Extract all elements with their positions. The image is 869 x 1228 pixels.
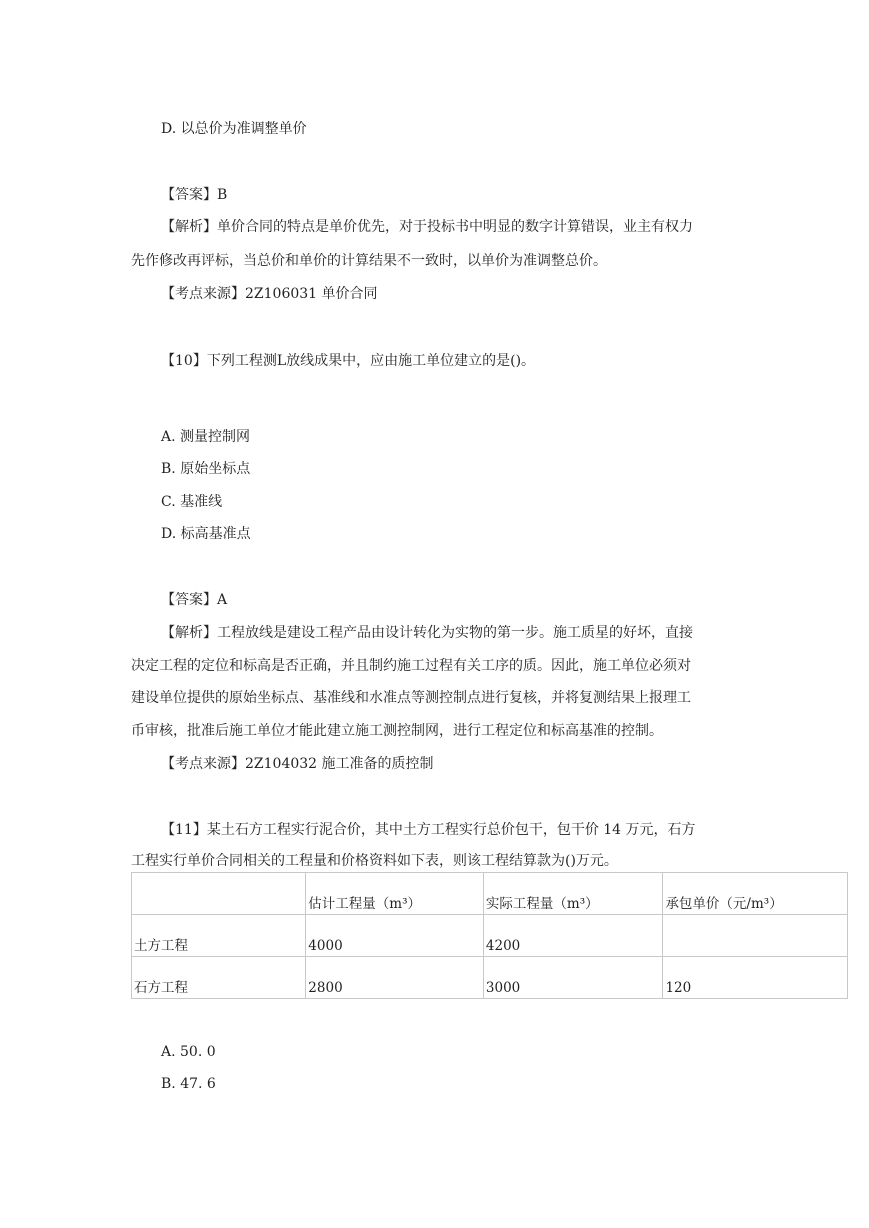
analysis-label: 【解析】	[161, 625, 217, 641]
question-text: 某土石方工程实行泥合价，其中土方工程实行总价包干，包干价 14 万元，石方	[206, 822, 696, 838]
table-header-row	[132, 873, 848, 915]
source-value: 2Z104032 施工准备的质控制	[245, 756, 434, 772]
q11-option-b: B. 47. 6	[161, 1076, 216, 1092]
q10-source	[161, 754, 434, 774]
q10-option-d: D. 标高基准点	[161, 526, 251, 542]
q9-option-d: D. 以总价为准调整单价	[161, 121, 307, 137]
analysis-text: 工程放线是建设工程产品由设计转化为实物的第一步。施工质星的好坏，直接	[217, 625, 693, 641]
q9-analysis-line-1	[161, 217, 693, 237]
table-header-cell: 承包单价（元/m³）	[663, 873, 848, 915]
table-header-cell: 估计工程量（m³）	[306, 873, 484, 915]
question-number: 【10】	[161, 353, 207, 369]
quantity-price-table	[131, 872, 848, 999]
table-row	[132, 957, 848, 999]
q9-source	[161, 284, 378, 304]
q10-option-b: B. 原始坐标点	[161, 461, 251, 477]
q10-analysis-line-1	[161, 623, 693, 643]
table-row	[132, 915, 848, 957]
table-cell: 3000	[483, 957, 663, 999]
question-text: 下列工程测Ⅼ放线成果中，应由施工单位建立的是()。	[206, 353, 536, 369]
q11-option-a: A. 50. 0	[161, 1044, 216, 1060]
table-header-cell	[132, 873, 306, 915]
table-cell: 2800	[306, 957, 484, 999]
table-cell: 120	[663, 957, 848, 999]
q10-analysis-line-3: 建设单位提供的原始坐标点、基准线和水准点等测控制点进行复核，并将复测结果上报理工	[131, 690, 691, 706]
q9-analysis-line-2: 先作修改再评标，当总价和单价的计算结果不一致时，以单价为准调整总价。	[131, 253, 607, 269]
table-cell: 4200	[483, 915, 663, 957]
question-number: 【11】	[161, 822, 207, 838]
q10-option-a: A. 测量控制网	[161, 429, 251, 445]
analysis-label: 【解析】	[161, 219, 217, 235]
table-cell: 土方工程	[132, 915, 306, 957]
answer-value: B	[217, 187, 228, 203]
q11-stem-line-2: 工程实行单价合同相关的工程量和价格资料如下表，则该工程结算款为()万元。	[131, 853, 618, 869]
answer-value: A	[217, 592, 228, 608]
table-cell: 4000	[306, 915, 484, 957]
source-label: 【考点来源】	[161, 756, 245, 772]
table-cell	[663, 915, 848, 957]
source-value: 2Z106031 单价合同	[245, 286, 378, 302]
q10-stem	[161, 351, 535, 371]
q10-analysis-line-4: 币审核，批准后施工单位才能此建立施工测控制网，进行工程定位和标高基准的控制。	[131, 723, 663, 739]
table-header-cell: 实际工程量（m³）	[483, 873, 663, 915]
q10-analysis-line-2: 决定工程的定位和标高是否正确，并且制约施工过程有关工序的质。因此，施工单位必须对	[131, 658, 691, 674]
q10-option-c: C. 基准线	[161, 494, 223, 510]
q10-answer	[161, 590, 227, 610]
answer-label: 【答案】	[161, 592, 217, 608]
q11-stem-line-1	[161, 820, 696, 840]
answer-label: 【答案】	[161, 187, 217, 203]
q9-answer	[161, 185, 227, 205]
table-cell: 石方工程	[132, 957, 306, 999]
analysis-text: 单价合同的特点是单价优先，对于投标书中明显的数字计算错误，业主有权力	[217, 219, 693, 235]
source-label: 【考点来源】	[161, 286, 245, 302]
